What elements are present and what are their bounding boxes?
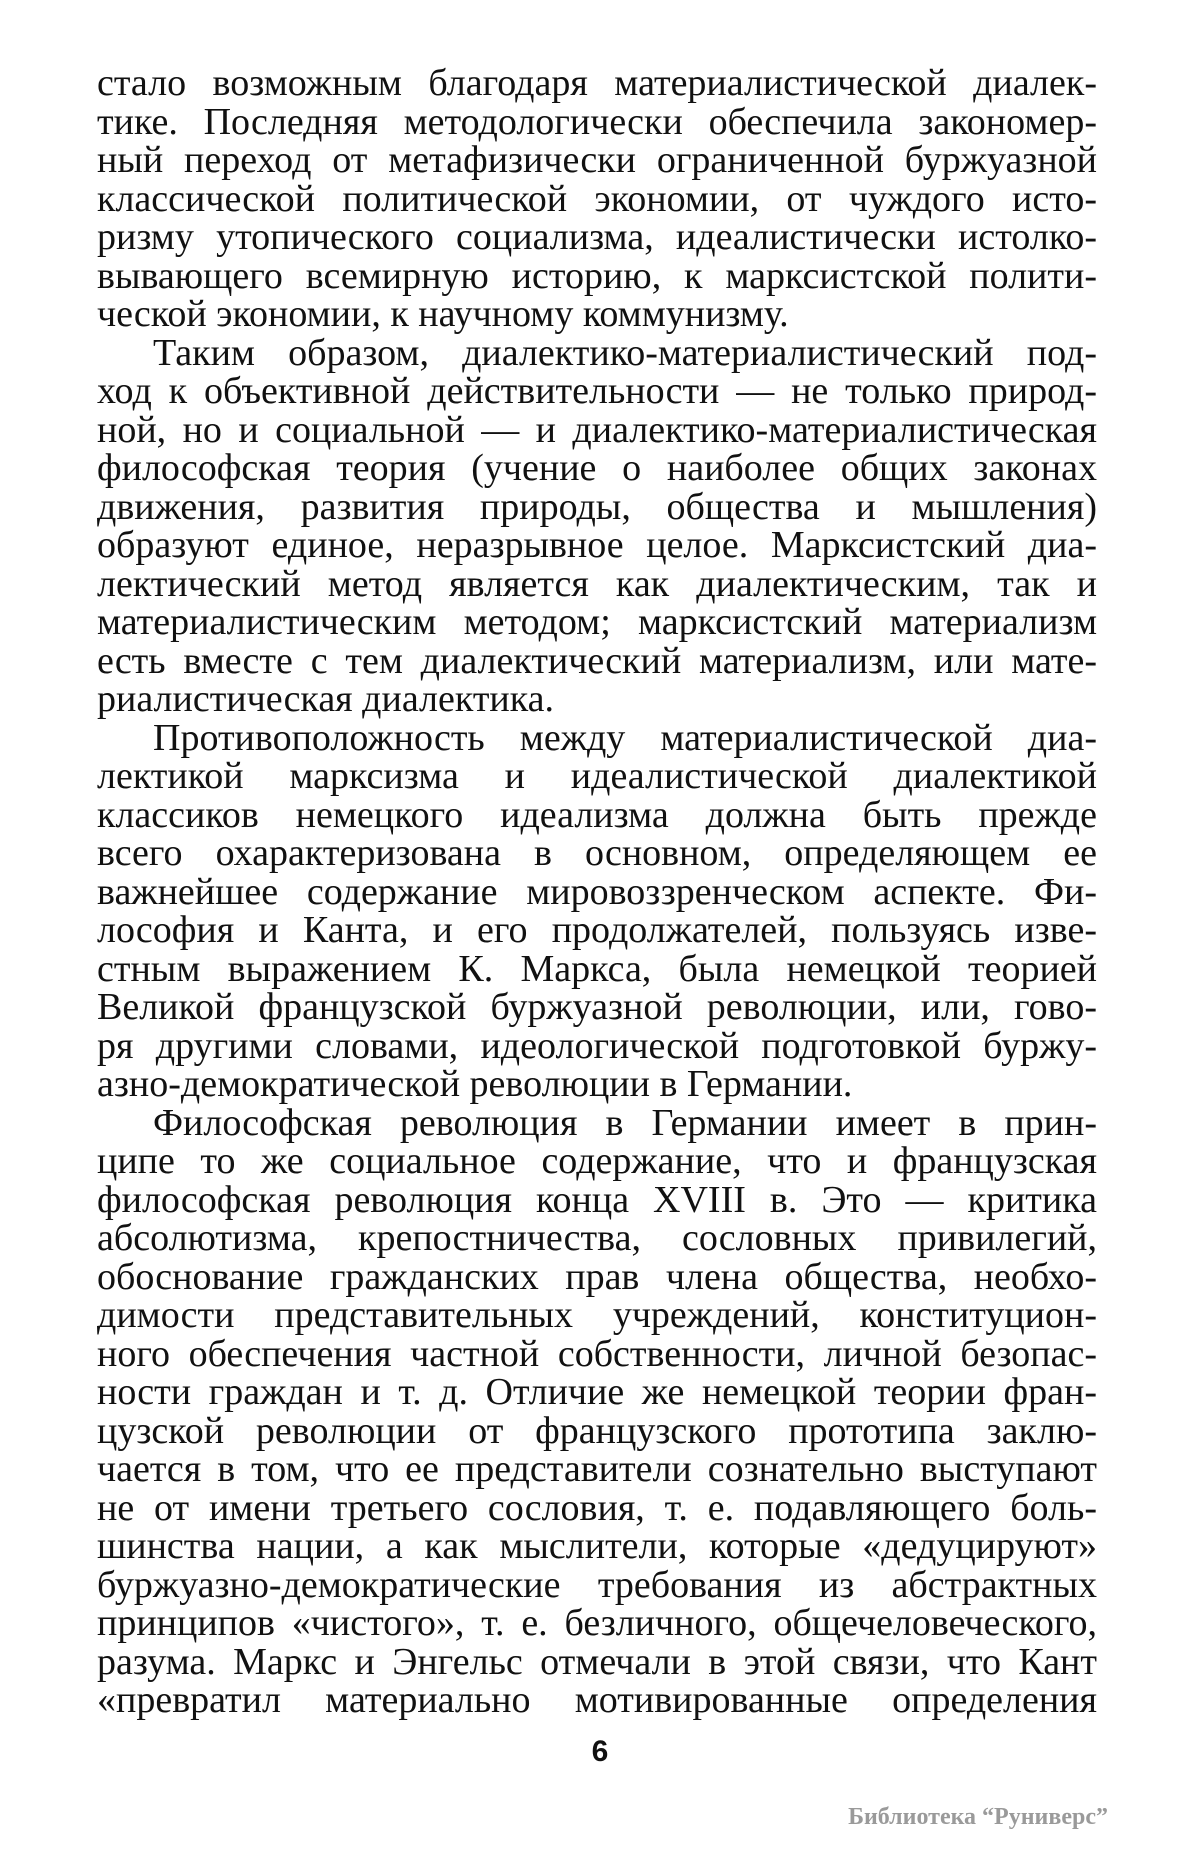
text-line: шинства нации, а как мыслители, которые «дедуцируют» <box>97 1525 1097 1567</box>
text-line: стным выражением К. Маркса, была немецкой теорией <box>97 947 1097 990</box>
text-line: азно-демократической революции в Германии. <box>97 1063 853 1105</box>
text-line: ческой экономии, к научному коммунизму. <box>97 293 789 335</box>
text-line: лектикой марксизма и идеалистической диалектикой <box>97 755 1097 797</box>
text-line: материалистическим методом; марксистский материализм <box>97 601 1097 643</box>
text-line: классиков немецкого идеализма должна быть прежде <box>97 793 1097 836</box>
text-line: ципе то же социальное содержание, что и французская <box>97 1140 1097 1182</box>
text-line: философская революция конца XVIII в. Это — критика <box>97 1178 1097 1221</box>
text-line: риалистическая диалектика. <box>97 678 555 720</box>
text-line: классической политической экономии, от чуждого исто- <box>97 177 1097 220</box>
text-line: лософия и Канта, и его продолжателей, пользуясь изве- <box>97 909 1097 951</box>
text-line: абсолютизма, крепостничества, сословных привилегий, <box>97 1217 1097 1259</box>
body-text <box>97 64 1097 1720</box>
page-number: 6 <box>591 1735 609 1768</box>
text-line: ря другими словами, идеологической подготовкой буржу- <box>97 1024 1097 1067</box>
text-line: важнейшее содержание мировоззренческом аспекте. Фи- <box>97 870 1097 913</box>
text-line: философская теория (учение о наиболее общих законах <box>97 447 1097 489</box>
text-line: принципов «чистого», т. е. безличного, общечеловеческого, <box>97 1602 1097 1644</box>
text-line: ной, но и социальной — и диалектико-материалистическая <box>97 408 1097 451</box>
text-line: димости представительных учреждений, конституцион- <box>97 1294 1097 1336</box>
text-line: тике. Последняя методологически обеспечила закономер- <box>97 100 1097 143</box>
text-line: всего охарактеризована в основном, определяющем ее <box>97 832 1097 874</box>
text-line: Философская революция в Германии имеет в прин- <box>153 1101 1097 1144</box>
text-line: не от имени третьего сословия, т. е. подавляющего боль- <box>97 1486 1097 1529</box>
text-line: ход к объективной действительности — не только природ- <box>97 370 1097 412</box>
text-line: движения, развития природы, общества и мышления) <box>97 485 1097 528</box>
text-line: вывающего всемирную историю, к марксистской полити- <box>97 254 1097 297</box>
text-line: «превратил материально мотивированные определения <box>97 1679 1097 1721</box>
text-line: Великой французской буржуазной революции, или, гово- <box>97 986 1097 1028</box>
text-line: разума. Маркс и Энгельс отмечали в этой связи, что Кант <box>97 1640 1097 1683</box>
text-line: образуют единое, неразрывное целое. Марксистский диа- <box>97 524 1097 566</box>
text-line: ный переход от метафизически ограниченной буржуазной <box>97 139 1097 181</box>
text-line: обоснование гражданских прав члена общества, необхо- <box>97 1255 1097 1298</box>
text-line: ризму утопического социализма, идеалистически истолко- <box>97 216 1097 258</box>
text-line: Таким образом, диалектико-материалистический под- <box>153 331 1097 374</box>
text-line: стало возможным благодаря материалистической диалек- <box>97 62 1097 104</box>
text-line: чается в том, что ее представители сознательно выступают <box>97 1448 1097 1490</box>
library-watermark: Библиотека “Руниверс” <box>848 1804 1108 1830</box>
text-line: лектический метод является как диалектическим, так и <box>97 562 1097 605</box>
text-line: ного обеспечения частной собственности, личной безопас- <box>97 1332 1097 1375</box>
text-line: Противоположность между материалистической диа- <box>153 716 1097 759</box>
text-line: ности граждан и т. д. Отличие же немецкой теории фран- <box>97 1371 1097 1413</box>
text-line: цузской революции от французского прототипа заклю- <box>97 1409 1097 1452</box>
text-line: буржуазно-демократические требования из абстрактных <box>97 1563 1097 1606</box>
text-line: есть вместе с тем диалектический материализм, или мате- <box>97 639 1097 682</box>
